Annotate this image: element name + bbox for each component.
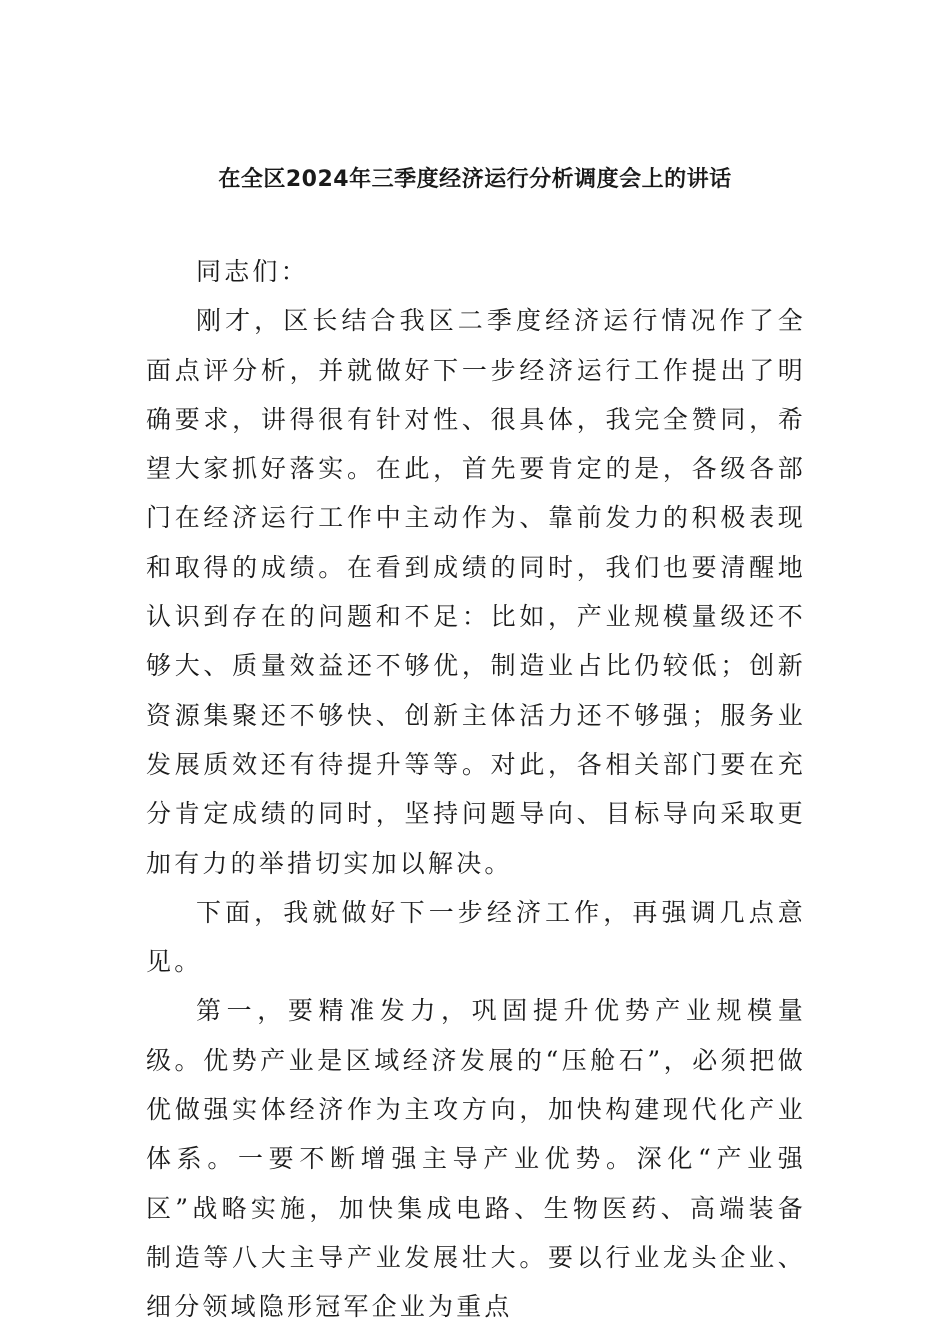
salutation: 同志们：: [196, 257, 309, 286]
paragraph: 下面，我就做好下一步经济工作，再强调几点意见。: [146, 897, 806, 977]
paragraph: 刚才，区长结合我区二季度经济运行情况作了全面点评分析，并就做好下一步经济运行工作提出了明确要求，讲得很有针对性、很具体，我完全赞同，希望大家抓好落实。在此，首先要肯定的是，各级各部门在经济运行工作中主动作为、靠前发力的积极表现和取得的成绩。在看到成绩的同时，我们也要清醒地认识到存在的问题和不足：比如，产业规模量级还不够大、质量效益还不够优，制造业占比仍较低；创新资源集聚还不够快、创新主体活力还不够强；服务业发展质效还有待提升等等。对此，各相关部门要在充分肯定成绩的同时，坚持问题导向、目标导向采取更加有力的举措切实加以解决。: [146, 306, 806, 878]
document-body: [146, 247, 806, 1332]
document-title: 在全区2024年三季度经济运行分析调度会上的讲话: [218, 167, 732, 192]
paragraph: 第一，要精准发力，巩固提升优势产业规模量级。优势产业是区域经济发展的“压舱石”，必须把做优做强实体经济作为主攻方向，加快构建现代化产业体系。一要不断增强主导产业优势。深化“产业强区”战略实施，加快集成电路、生物医药、高端装备制造等八大主导产业发展壮大。要以行业龙头企业、细分领域隐形冠军企业为重点: [146, 996, 806, 1322]
